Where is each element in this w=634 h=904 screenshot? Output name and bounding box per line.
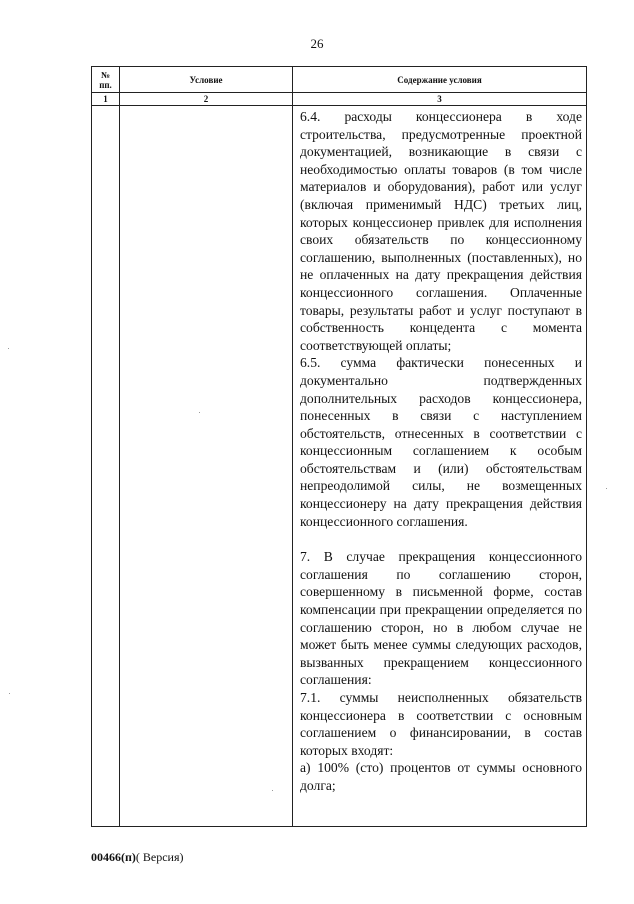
header-number-sign: №: [100, 69, 111, 80]
column-index-1: 1: [92, 93, 120, 106]
paragraph-7-1-a: а) 100% (сто) процентов от суммы основного долга;: [300, 760, 582, 793]
scan-speck: [8, 348, 9, 349]
paragraph-7-1: 7.1. суммы неисполненных обязательств концессионера в соответствии с основным соглашением о финансировании, в состав которых входят:: [300, 690, 582, 758]
scan-speck: [199, 412, 200, 413]
conditions-table: [91, 66, 587, 827]
column-index-row: [92, 93, 587, 106]
content-cell: [293, 106, 587, 827]
page-number: 26: [310, 36, 324, 51]
table-header-row: [92, 67, 587, 93]
header-condition: Условие: [120, 67, 293, 93]
paragraph-6-5: 6.5. сумма фактически понесенных и документально подтвержденных дополнительных расходов концессионера, понесенных в связи с наступлением обстоятельств, отнесенных в соответствии с концессионным соглашением к особым обстоятельствам и (или) обстоятельствам непреодолимой силы, не возмещенных концессионеру на дату прекращения действия концессионного соглашения.: [300, 355, 582, 529]
column-index-2: 2: [120, 93, 293, 106]
header-number-abbrev: пп.: [99, 79, 112, 90]
number-cell: [92, 106, 120, 827]
header-content: Содержание условия: [293, 67, 587, 93]
scan-speck: [9, 693, 10, 694]
table-row: [92, 106, 587, 827]
condition-cell: [120, 106, 293, 827]
paragraph-6-4: 6.4. расходы концессионера в ходе строительства, предусмотренные проектной документацией, возникающие в связи с необходимостью оплаты товаров (в том числе материалов и оборудования), работ или услуг (включая применимый НДС) третьих лиц, которых концессионер привлек для исполнения своих обязательств по концессионному соглашению, выполненных (поставленных), но не оплаченных на дату прекращения действия концессионного соглашения. Оплаченные товары, результаты работ и услуг поступают в собственность концедента с момента соответствующей оплаты;: [300, 109, 582, 353]
paragraph-7: 7. В случае прекращения концессионного соглашения по соглашению сторон, совершенному в письменной форме, состав компенсации при прекращении определяется по соглашению сторон, но в любом случае не может быть менее суммы следующих расходов, вызванных прекращением концессионного соглашения:: [300, 549, 582, 688]
document-code: 00466(п): [91, 850, 136, 864]
column-index-3: 3: [293, 93, 587, 106]
document-version: ( Версия): [135, 850, 184, 864]
document-footer: [91, 850, 184, 865]
scan-speck: [272, 790, 273, 791]
scan-speck: [606, 488, 607, 489]
header-number: [92, 67, 120, 93]
